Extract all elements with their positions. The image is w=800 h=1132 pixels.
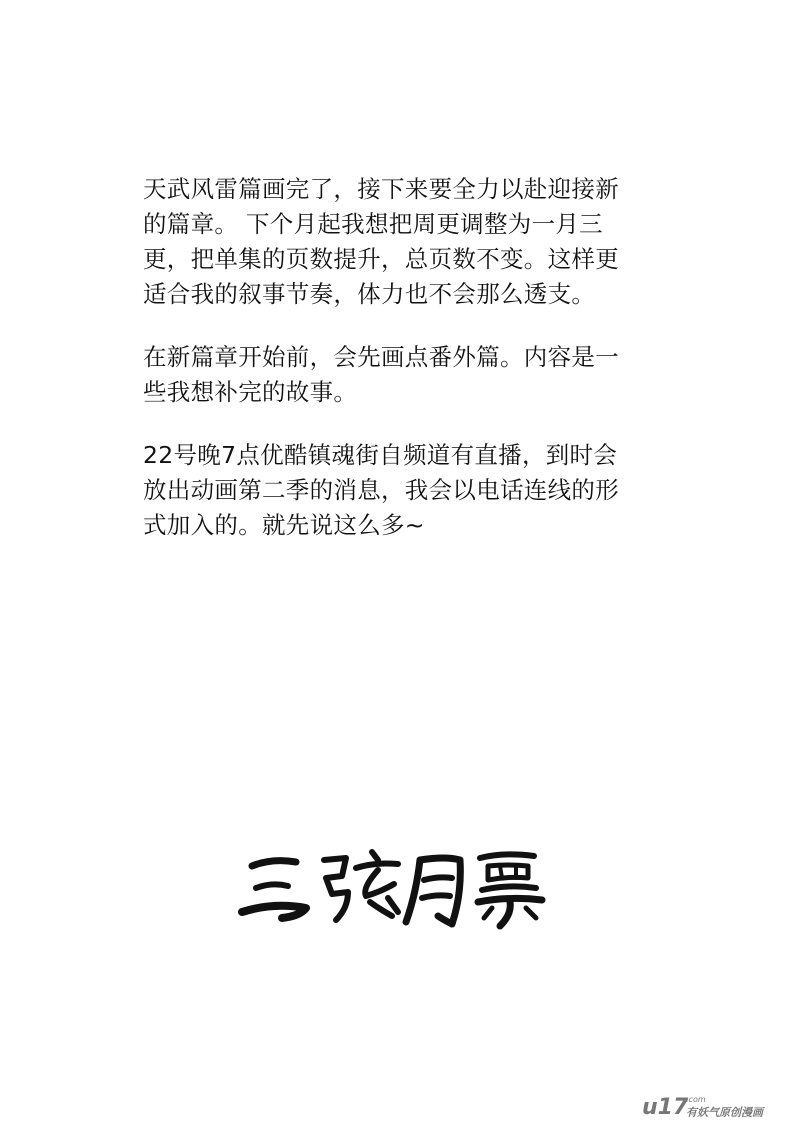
note-line: 更，把单集的页数提升，总页数不变。这样更 [143, 245, 619, 273]
note-paragraph-1 [143, 172, 653, 312]
signature-glyph-san [242, 861, 306, 918]
signature-glyph-piao [478, 854, 542, 926]
u17-watermark-logo [640, 1092, 780, 1120]
svg-text:.com: .com [686, 1095, 706, 1104]
svg-text:有妖气原创漫画: 有妖气原创漫画 [686, 1106, 763, 1119]
note-line: 式加入的。就先说这么多~ [143, 511, 425, 539]
note-line: 放出动画第二季的消息，我会以电话连线的形 [143, 476, 619, 504]
signature-glyph-yue [406, 858, 460, 924]
note-paragraph-2 [143, 340, 653, 410]
note-line: 的篇章。 下个月起我想把周更调整为一月三 [143, 210, 603, 238]
author-signature [238, 846, 548, 930]
note-line: 22号晚7点优酷镇魂街自频道有直播，到时会 [143, 441, 618, 469]
svg-text:u17: u17 [642, 1095, 689, 1120]
author-note [143, 172, 653, 571]
note-line: 在新篇章开始前，会先画点番外篇。内容是一 [143, 343, 619, 371]
note-line: 适合我的叙事节奏，体力也不会那么透支。 [143, 280, 596, 308]
note-line: 些我想补完的故事。 [143, 378, 358, 406]
signature-glyph-xian [324, 852, 398, 920]
note-paragraph-3 [143, 438, 653, 543]
note-line: 天武风雷篇画完了，接下来要全力以赴迎接新 [143, 175, 619, 203]
